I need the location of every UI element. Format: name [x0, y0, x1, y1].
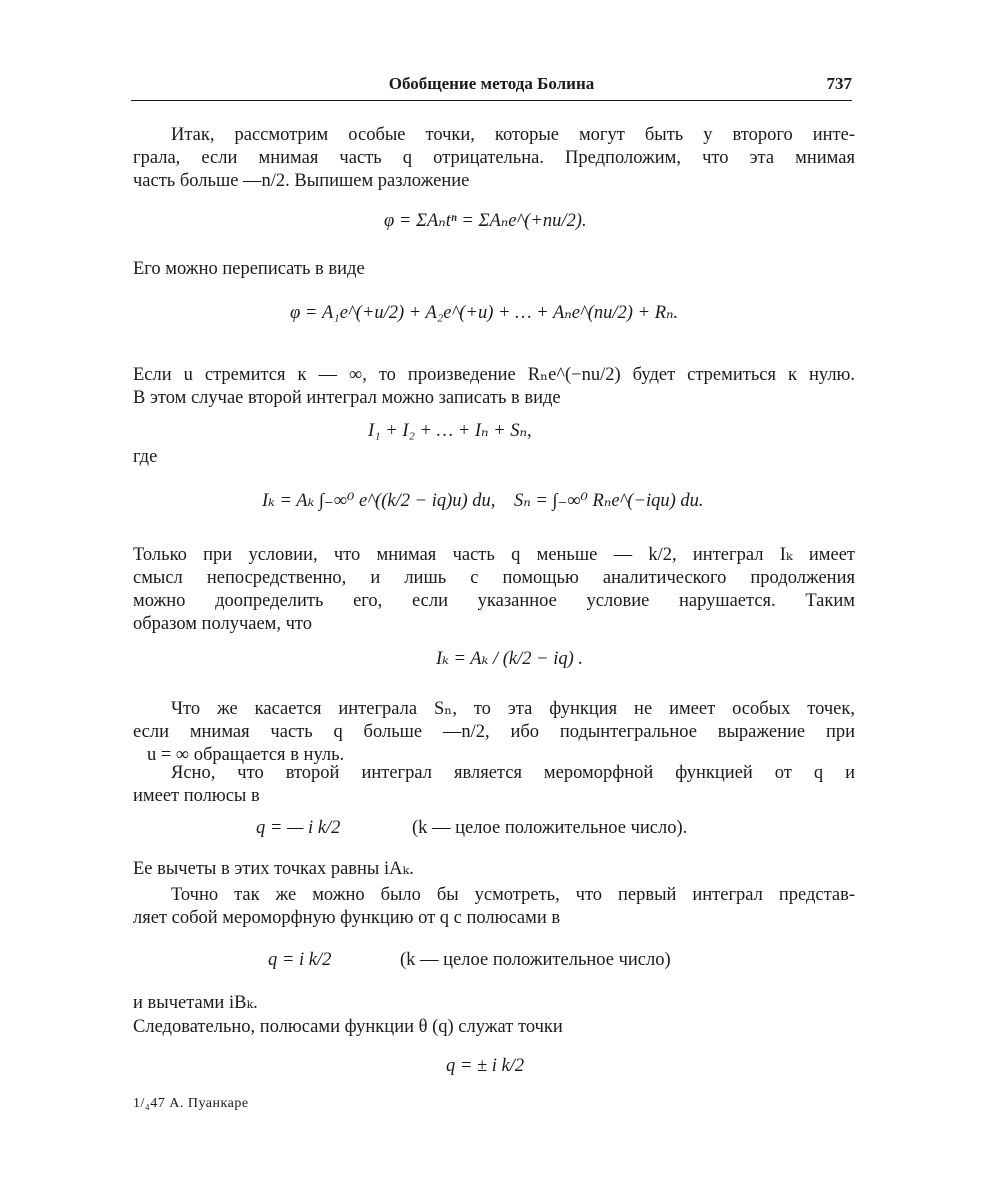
paragraph-11: [133, 1016, 855, 1039]
text-line: смысл непосредственно, и лишь с помощью аналитического продолжения: [133, 568, 855, 588]
paragraph-8: [133, 858, 855, 881]
text-line: и вычетами iBₖ.: [133, 993, 258, 1013]
paragraph-2: [133, 258, 855, 281]
text-line: Если u стремится к — ∞, то произведение Rₙe^(−nu/2) будет стремиться к нулю.: [133, 365, 855, 385]
formula-poles-theta: [446, 1056, 524, 1077]
formula-text: φ = ΣAₙtⁿ = ΣAₙe^(+nu/2).: [384, 211, 587, 231]
running-title: Обобщение метода Болина: [388, 74, 595, 93]
formula-expansion: [384, 210, 587, 232]
formula-text: Sₙ = ∫₋∞⁰ Rₙe^(−iqu) du.: [514, 491, 704, 511]
text-line: ляет собой мероморфную функцию от q с полюсами в: [133, 908, 561, 928]
formula-text: I₁ + I₂ + … + Iₙ + Sₙ,: [368, 421, 532, 441]
footer-signature: 1/₄47 А. Пуанкаре: [133, 1096, 249, 1111]
formula-sum: [368, 420, 532, 442]
text-line: В этом случае второй интеграл можно записать в виде: [133, 388, 561, 408]
formula-text: (k — целое положительное число): [400, 950, 671, 970]
formula-integral-sn: [514, 490, 704, 512]
text-line: имеет полюсы в: [133, 786, 260, 806]
paragraph-3: [133, 364, 855, 410]
text-line: Его можно переписать в виде: [133, 259, 365, 279]
text-line: можно доопределить его, если указанное условие нарушается. Таким: [133, 591, 855, 611]
formula-rewritten: [290, 302, 678, 324]
formula-integral-ik: [262, 490, 495, 512]
formula-note: [412, 818, 687, 839]
text-line: Итак, рассмотрим особые точки, которые могут быть у второго инте-: [171, 125, 855, 145]
paragraph-5: [133, 544, 855, 636]
page-number: 737: [826, 74, 852, 93]
formula-text: q = ± i k/2: [446, 1056, 525, 1076]
formula-note: [400, 950, 671, 971]
text-line: где: [133, 447, 158, 467]
text-line: Ясно, что второй интеграл является мероморфной функцией от q и: [171, 763, 855, 783]
text-line: Следовательно, полюсами функции θ (q) служат точки: [133, 1017, 563, 1037]
header-rule: [131, 100, 852, 101]
text-line: часть больше —n/2. Выпишем разложение: [133, 171, 470, 191]
paragraph-6: [133, 698, 855, 767]
paragraph-9: [133, 884, 855, 930]
formula-text: q = — i k/2: [256, 818, 341, 838]
formula-text: Iₖ = Aₖ / (k/2 − iq) .: [436, 649, 584, 669]
paragraph-4: [133, 446, 855, 469]
text-line: Что же касается интеграла Sₙ, то эта функция не имеет особых точек,: [171, 699, 855, 719]
paragraph-7: [133, 762, 855, 808]
formula-text: Iₖ = Aₖ ∫₋∞⁰ e^((k/2 − iq)u) du,: [262, 491, 496, 511]
paragraph-1: [133, 124, 855, 193]
text-line: Только при условии, что мнимая часть q меньше — k/2, интеграл Iₖ имеет: [133, 545, 855, 565]
text-line: u = ∞ обращается в нуль.: [147, 745, 345, 765]
text-line: грала, если мнимая часть q отрицательна. Предположим, что эта мнимая: [133, 148, 855, 168]
paragraph-10: [133, 992, 855, 1015]
formula-ik-value: [436, 648, 583, 670]
formula-text: q = i k/2: [268, 950, 332, 970]
formula-text: φ = A₁e^(+u/2) + A₂e^(+u) + … + Aₙe^(nu/2) + Rₙ.: [290, 303, 679, 323]
formula-poles-negative: [256, 818, 340, 839]
formula-poles-positive: [268, 950, 331, 971]
formula-text: (k — целое положительное число).: [412, 818, 688, 838]
text-line: Точно так же можно было бы усмотреть, что первый интеграл представ-: [171, 885, 855, 905]
text-line: если мнимая часть q больше —n/2, ибо подынтегральное выражение при: [133, 722, 855, 742]
running-header: [131, 74, 852, 100]
text-line: образом получаем, что: [133, 614, 313, 634]
text-line: Ее вычеты в этих точках равны iAₖ.: [133, 859, 414, 879]
